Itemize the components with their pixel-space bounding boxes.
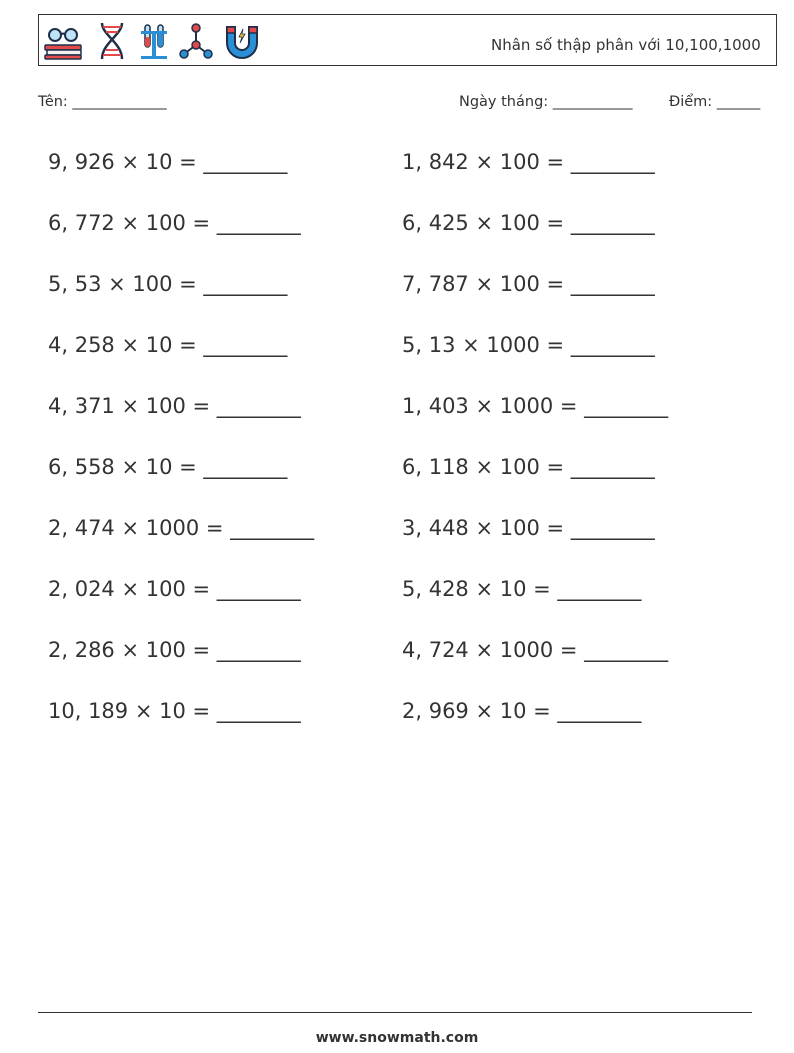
problem-right-7[interactable]: 3, 448 × 100 = ________ [402,516,655,540]
problem-right-4[interactable]: 5, 13 × 1000 = ________ [402,333,655,357]
problem-right-1[interactable]: 1, 842 × 100 = ________ [402,150,655,174]
problem-right-9[interactable]: 4, 724 × 1000 = ________ [402,638,669,662]
footer-website[interactable]: www.snowmath.com [315,1030,479,1046]
glasses-on-books-icon [42,21,84,61]
problem-left-4[interactable]: 4, 258 × 10 = ________ [48,333,288,357]
problem-right-8[interactable]: 5, 428 × 10 = ________ [402,577,642,601]
footer-divider [38,1012,752,1013]
problem-right-3[interactable]: 7, 787 × 100 = ________ [402,272,655,296]
magnet-icon [221,21,263,61]
problem-left-9[interactable]: 2, 286 × 100 = ________ [48,638,301,662]
problem-left-8[interactable]: 2, 024 × 100 = ________ [48,577,301,601]
molecule-icon [175,21,217,61]
date-field[interactable]: Ngày tháng: ___________ [459,94,633,110]
test-tubes-rack-icon [133,21,175,61]
problem-left-2[interactable]: 6, 772 × 100 = ________ [48,211,301,235]
problem-right-5[interactable]: 1, 403 × 1000 = ________ [402,394,669,418]
problem-left-1[interactable]: 9, 926 × 10 = ________ [48,150,288,174]
dna-helix-icon [91,21,133,61]
header-box [38,14,777,66]
problem-right-6[interactable]: 6, 118 × 100 = ________ [402,455,655,479]
problem-right-2[interactable]: 6, 425 × 100 = ________ [402,211,655,235]
problem-left-5[interactable]: 4, 371 × 100 = ________ [48,394,301,418]
worksheet-title: Nhân số thập phân với 10,100,1000 [491,36,761,54]
name-field[interactable]: Tên: _____________ [38,94,167,110]
problem-left-3[interactable]: 5, 53 × 100 = ________ [48,272,288,296]
problem-left-7[interactable]: 2, 474 × 1000 = ________ [48,516,315,540]
score-field[interactable]: Điểm: ______ [669,94,761,110]
problem-left-10[interactable]: 10, 189 × 10 = ________ [48,699,301,723]
problem-right-10[interactable]: 2, 969 × 10 = ________ [402,699,642,723]
problem-left-6[interactable]: 6, 558 × 10 = ________ [48,455,288,479]
